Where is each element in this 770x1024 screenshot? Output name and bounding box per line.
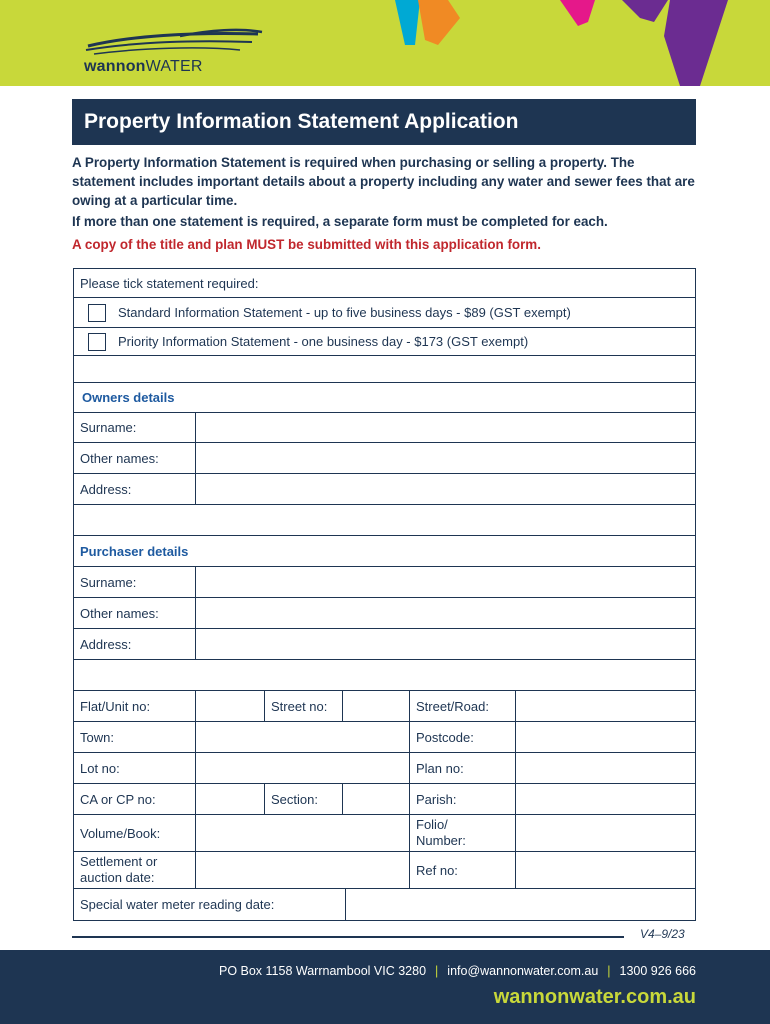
priority-statement-checkbox[interactable] — [88, 333, 106, 351]
settlement-label-line2: auction date: — [80, 870, 155, 885]
footer-contact — [219, 964, 696, 978]
parish-field[interactable] — [515, 784, 695, 814]
header-band — [0, 0, 770, 86]
lot-plan-row — [74, 752, 695, 783]
version-divider — [72, 936, 624, 938]
footer-website-link[interactable]: wannonwater.com.au — [493, 986, 696, 1008]
folio-number-label — [409, 815, 515, 851]
footer-email[interactable]: info@wannonwater.com.au — [447, 964, 599, 978]
application-form — [73, 268, 696, 921]
owner-surname-label: Surname: — [80, 420, 137, 435]
purchaser-address-field[interactable] — [195, 629, 695, 659]
purchaser-surname-label: Surname: — [80, 574, 137, 590]
owner-address-line-2[interactable] — [74, 504, 695, 535]
settlement-ref-row — [74, 851, 695, 888]
standard-statement-checkbox[interactable] — [88, 304, 106, 322]
street-no-label: Street no: — [264, 691, 342, 721]
meter-date-label: Special water meter reading date: — [80, 897, 275, 912]
footer — [0, 950, 770, 1024]
owner-other-names-label: Other names: — [80, 450, 159, 466]
owner-other-names-row — [74, 442, 695, 473]
owners-heading-row — [74, 382, 695, 412]
footer-separator-2: | — [607, 964, 611, 978]
purple-shape-large — [664, 0, 728, 86]
owner-other-names-field[interactable] — [195, 443, 695, 473]
town-label: Town: — [80, 729, 114, 745]
warning-text: A copy of the title and plan MUST be submitted with this application form. — [72, 237, 541, 252]
priority-statement-label: Priority Information Statement - one business day - $173 (GST exempt) — [118, 334, 529, 349]
intro-paragraph-1: A Property Information Statement is required when purchasing or selling a property. The statement includes important details about a property including any water and sewer fees that are owing at a particular time. — [72, 155, 695, 208]
section-label: Section: — [264, 784, 342, 814]
plan-no-label: Plan no: — [409, 753, 515, 783]
owners-details-heading: Owners details — [82, 390, 175, 405]
lot-no-label: Lot no: — [80, 760, 120, 776]
ca-cp-label: CA or CP no: — [80, 791, 156, 807]
purchaser-other-names-field[interactable] — [195, 598, 695, 628]
intro-paragraph-2: If more than one statement is required, a separate form must be completed for each. — [72, 214, 608, 229]
purchaser-address-line-2[interactable] — [74, 659, 695, 690]
ca-cp-field[interactable] — [195, 784, 264, 814]
town-postcode-row — [74, 721, 695, 752]
settlement-date-label — [74, 852, 195, 888]
statement-option-priority — [74, 327, 695, 355]
folio-label-line2: Number: — [416, 833, 466, 848]
purchaser-surname-field[interactable] — [195, 567, 695, 597]
owner-address-label: Address: — [80, 481, 132, 497]
standard-statement-label: Standard Information Statement - up to five business days - $89 (GST exempt) — [118, 305, 571, 320]
purchaser-details-heading: Purchaser details — [80, 543, 189, 559]
purchaser-other-names-label: Other names: — [80, 605, 159, 621]
flat-unit-field[interactable] — [195, 691, 264, 721]
owner-surname-row — [74, 412, 695, 442]
footer-separator-1: | — [435, 964, 439, 978]
owner-address-row — [74, 473, 695, 504]
street-no-field[interactable] — [342, 691, 409, 721]
settlement-date-field[interactable] — [195, 852, 409, 888]
purchaser-surname-row — [74, 566, 695, 597]
pink-shape — [560, 0, 595, 26]
orange-shape — [418, 0, 460, 45]
postcode-label: Postcode: — [409, 722, 515, 752]
purple-shape-small — [622, 0, 668, 22]
page-title: Property Information Statement Application — [72, 99, 696, 145]
footer-phone[interactable]: 1300 926 666 — [619, 964, 696, 978]
parish-label: Parish: — [409, 784, 515, 814]
purchaser-heading-row — [74, 535, 695, 566]
intro-text — [72, 153, 696, 256]
logo-wordmark-bold: wannon — [84, 58, 146, 75]
ca-section-parish-row — [74, 783, 695, 814]
meter-date-field[interactable] — [345, 889, 695, 920]
town-field[interactable] — [195, 722, 409, 752]
purchaser-address-row — [74, 628, 695, 659]
logo-wordmark-regular: WATER — [145, 58, 203, 75]
folio-label-line1: Folio/ — [416, 817, 448, 832]
street-road-field[interactable] — [515, 691, 695, 721]
plan-no-field[interactable] — [515, 753, 695, 783]
spacer-row — [74, 355, 695, 382]
flat-street-row — [74, 690, 695, 721]
section-field[interactable] — [342, 784, 409, 814]
volume-book-field[interactable] — [195, 815, 409, 851]
settlement-label-line1: Settlement or — [80, 854, 158, 869]
lot-no-field[interactable] — [195, 753, 409, 783]
teal-shape — [395, 0, 420, 45]
owner-address-field[interactable] — [195, 474, 695, 504]
purchaser-address-label: Address: — [80, 636, 132, 652]
logo — [80, 28, 270, 76]
statement-prompt-row — [74, 269, 695, 297]
volume-folio-row — [74, 814, 695, 851]
street-road-label: Street/Road: — [409, 691, 515, 721]
ref-no-label: Ref no: — [409, 852, 515, 888]
version-label: V4–9/23 — [640, 927, 685, 941]
purchaser-other-names-row — [74, 597, 695, 628]
owner-surname-field[interactable] — [195, 413, 695, 442]
logo-wordmark — [84, 58, 203, 76]
statement-prompt: Please tick statement required: — [80, 275, 259, 291]
folio-number-field[interactable] — [515, 815, 695, 851]
ref-no-field[interactable] — [515, 852, 695, 888]
meter-date-row — [74, 888, 695, 920]
footer-address: PO Box 1158 Warrnambool VIC 3280 — [218, 964, 427, 978]
volume-book-label: Volume/Book: — [80, 825, 161, 841]
postcode-field[interactable] — [515, 722, 695, 752]
logo-waves-icon — [80, 28, 270, 60]
flat-unit-label: Flat/Unit no: — [80, 698, 151, 714]
statement-option-standard — [74, 297, 695, 327]
